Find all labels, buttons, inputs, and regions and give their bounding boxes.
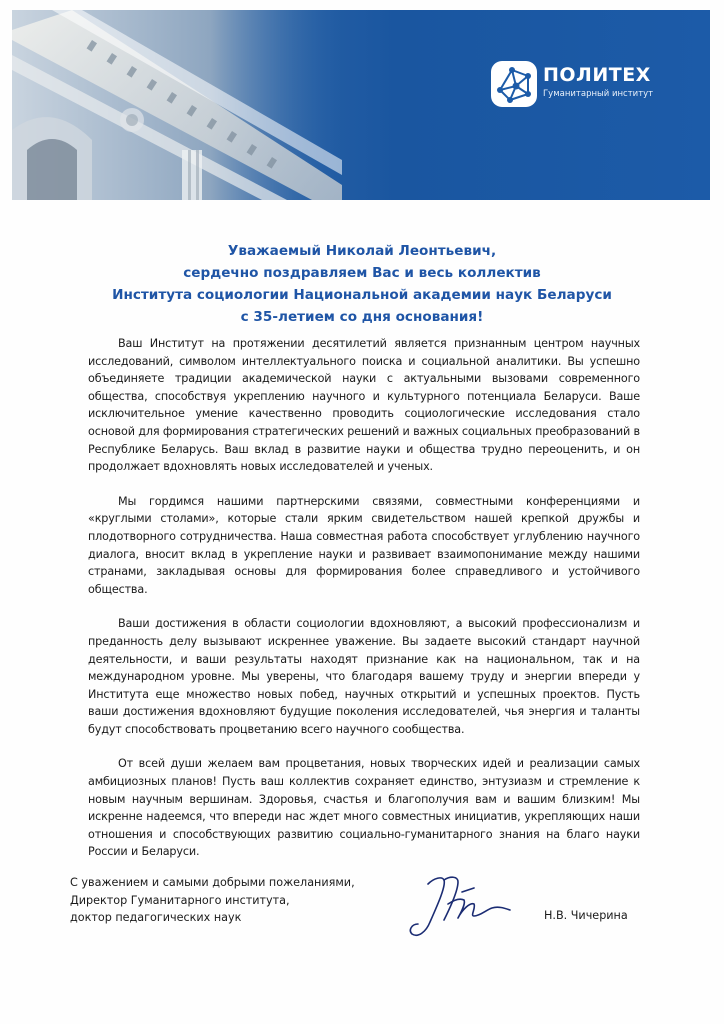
logo-name: ПОЛИТЕХ [543, 64, 651, 86]
greeting-line: сердечно поздравляем Вас и весь коллектив [183, 265, 541, 281]
closing-line: доктор педагогических наук [70, 911, 242, 924]
body-paragraph: Ваши достижения в области социологии вдохновляют, а высокий профессионализм и преданность делу вызывают искреннее уважение. Вы задаете высокий стандарт научной деятельности, и ваши результаты находят признание как на национальном, так и на международном уровне. Мы уверены, что благодаря вашему труду и энергии впереди у Института еще множество новых побед, научных открытий и успешных проектов. Пусть ваши достижения вдохновляют будущие поколения исследователей, чья энергия и таланты будут способствовать процветанию всего научного сообщества. [88, 617, 640, 736]
handwritten-signature [400, 870, 515, 942]
building-facade-image [12, 10, 342, 200]
header-banner [12, 10, 710, 200]
body-paragraph: От всей души желаем вам процветания, новых творческих идей и реализации самых амбициозных планов! Пусть ваш коллектив сохраняет единство, энтузиазм и стремление к новым научным вершинам. Здоровья, счастья и благополучия вам и вашим близким! Мы искренне надеемся, что впереди нас ждет много совместных инициатив, укрепляющих наши отношения и способствующих развитию социально-гуманитарного знания на благо науки России и Беларуси. [88, 757, 640, 859]
body-paragraph: Мы гордимся нашими партнерскими связями, совместными конференциями и «круглыми столами», которые стали ярким свидетельством нашей крепкой дружбы и плодотворного сотрудничества. Наша совместная работа способствует углублению научного диалога, вносит вклад в укрепление науки и развивает взаимопонимание между нашими странами, закладывая основы для формирования более справедливого и устойчивого общества. [88, 494, 640, 596]
letter-body [88, 335, 640, 878]
greeting-line: Института социологии Национальной академии наук Беларуси [112, 287, 612, 303]
closing-line: С уважением и самыми добрыми пожеланиями, [70, 876, 355, 889]
greeting-line: Уважаемый Николай Леонтьевич, [227, 243, 497, 259]
politech-logo [490, 60, 710, 120]
greeting-line: с 35-летием со дня основания! [240, 309, 484, 325]
closing-line: Директор Гуманитарного института, [70, 893, 290, 907]
network-logo-icon [490, 60, 538, 108]
logo-subtitle: Гуманитарный институт [543, 89, 654, 99]
closing-block [70, 874, 355, 927]
greeting-heading [60, 240, 664, 328]
body-paragraph: Ваш Институт на протяжении десятилетий является признанным центром научных исследований, символом интеллектуального поиска и социальной аналитики. Вы успешно объединяете традиции академической науки с актуальными вызовами современного общества, способствуя укреплению научного и культурного потенциала Беларуси. Ваше исключительное умение качественно проводить социологические исследования стало основой для формирования стратегических решений и важных социальных преобразований в Республике Беларусь. Ваш вклад в развитие науки и общества трудно переоценить, и он продолжает вдохновлять новых исследователей и ученых. [88, 337, 640, 474]
signer-name: Н.В. Чичерина [544, 909, 628, 922]
